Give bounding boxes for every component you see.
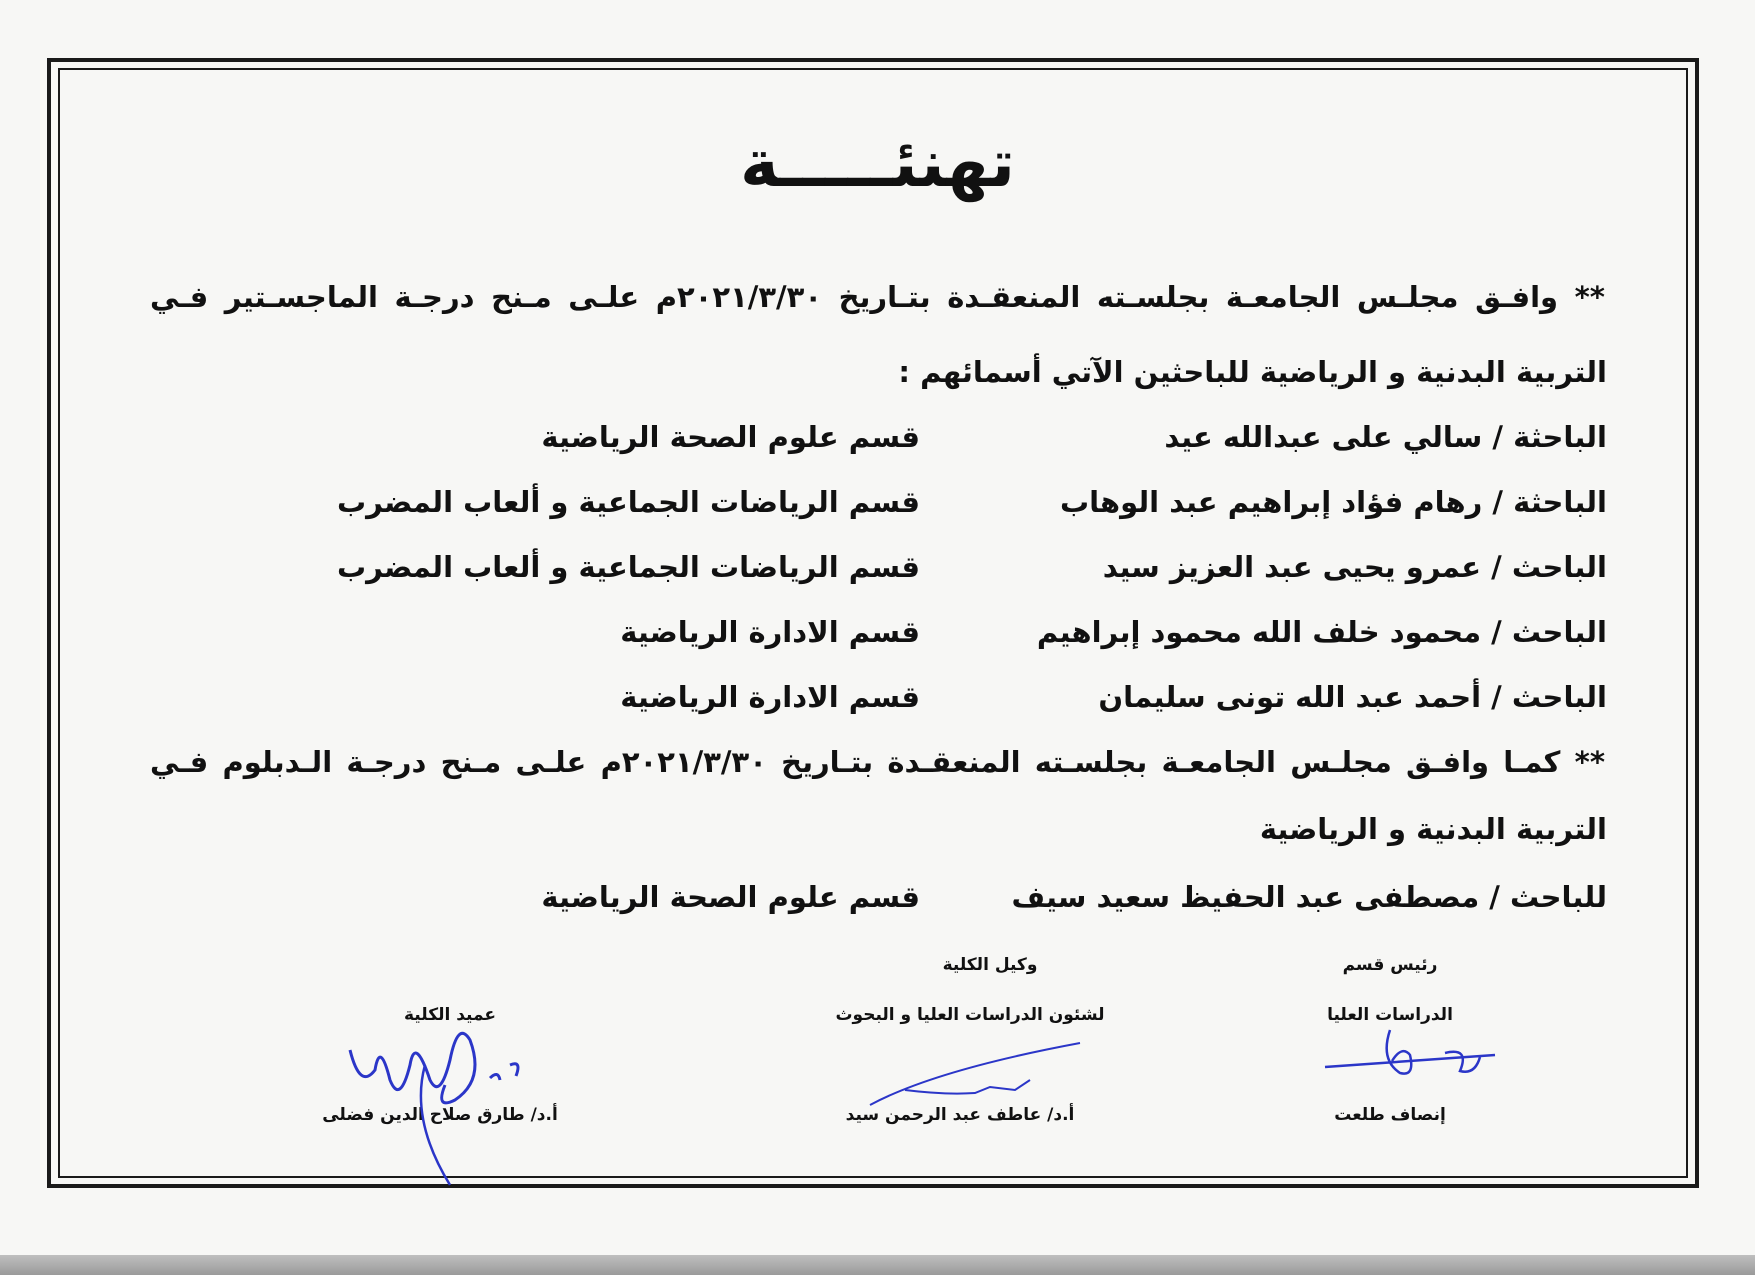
masters-intro-line2: التربية البدنية و الرياضية للباحثين الآتي أسمائهم :: [898, 355, 1607, 389]
researcher-department: قسم الادارة الرياضية: [620, 615, 920, 649]
diploma-intro-line2: التربية البدنية و الرياضية: [1259, 812, 1607, 846]
researcher-department: قسم الادارة الرياضية: [620, 680, 920, 714]
hod-title-line1: رئيس قسم: [1342, 955, 1438, 975]
dean-handwritten-signature: [340, 1010, 530, 1190]
researcher-name: الباحث / أحمد عبد الله تونى سليمان: [1098, 680, 1607, 714]
researcher-name: الباحث / عمرو يحيى عبد العزيز سيد: [1102, 550, 1607, 584]
researcher-department: قسم علوم الصحة الرياضية: [541, 420, 920, 454]
masters-intro-line1: ** وافـق مجلـس الجامعـة بجلسـته المنعقـدة بتـاريخ ٢٠٢١/٣/٣٠م علـى مـنح درجـة الماجسـتير فـي: [150, 280, 1605, 314]
hod-name: إنصاف طلعت: [1334, 1105, 1446, 1125]
document-title: تهنئـــــة: [739, 125, 1016, 202]
dean-name: أ.د/ طارق صلاح الدين فضلى: [322, 1105, 558, 1125]
vice-dean-title-line2: لشئون الدراسات العليا و البحوث: [835, 1005, 1105, 1025]
vice-dean-title-line1: وكيل الكلية: [942, 955, 1038, 975]
hod-title-line2: الدراسات العليا: [1327, 1005, 1453, 1025]
hod-handwritten-signature: [1320, 1025, 1500, 1085]
dean-title-line1: عميد الكلية: [404, 1005, 496, 1025]
researcher-department: قسم الرياضات الجماعية و ألعاب المضرب: [336, 485, 920, 519]
diploma-intro-line1: ** كمـا وافـق مجلـس الجامعـة بجلسـته المنعقـدة بتـاريخ ٢٠٢١/٣/٣٠م علـى مـنح درجـة الـدبلوم فـي: [150, 745, 1605, 779]
vice-dean-handwritten-signature: [865, 1035, 1095, 1110]
researcher-department: قسم الرياضات الجماعية و ألعاب المضرب: [336, 550, 920, 584]
scan-edge-strip: [0, 1255, 1755, 1275]
researcher-name: الباحثة / رهام فؤاد إبراهيم عبد الوهاب: [1059, 485, 1607, 519]
researcher-name: الباحثة / سالي على عبدالله عيد: [1164, 420, 1607, 454]
researcher-name: الباحث / محمود خلف الله محمود إبراهيم: [1036, 615, 1607, 649]
diploma-researcher-department: قسم علوم الصحة الرياضية: [541, 880, 920, 914]
vice-dean-name: أ.د/ عاطف عبد الرحمن سيد: [845, 1105, 1075, 1125]
diploma-researcher-name: للباحث / مصطفى عبد الحفيظ سعيد سيف: [1011, 880, 1607, 914]
